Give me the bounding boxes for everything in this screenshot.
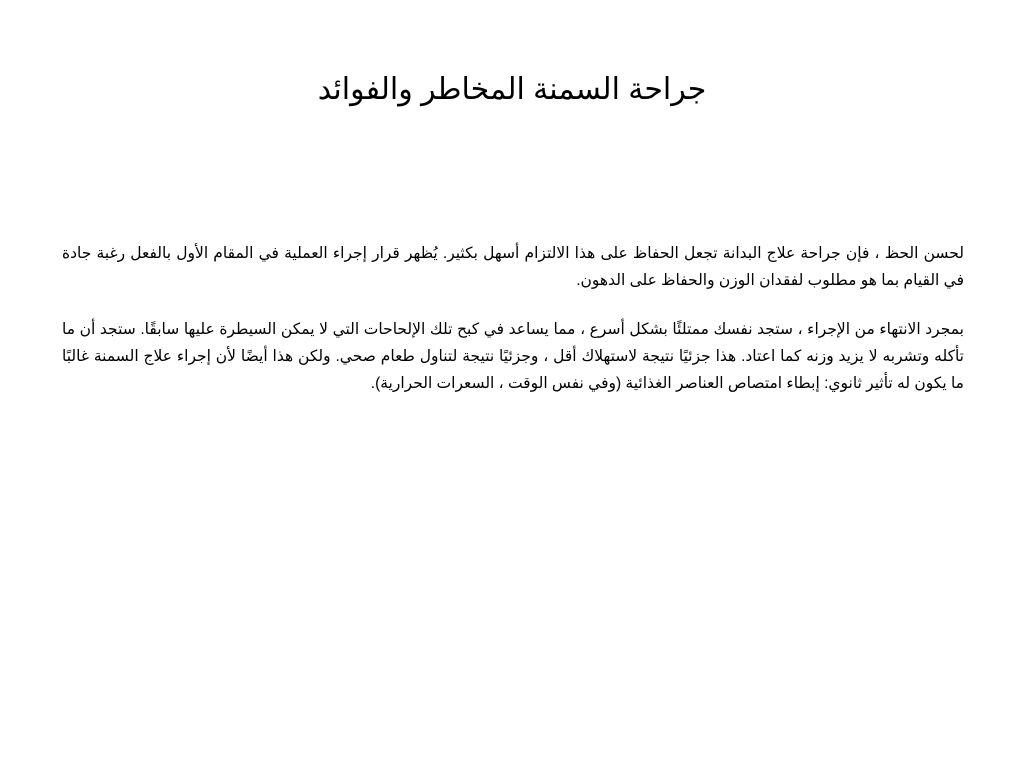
body-paragraph-2: بمجرد الانتهاء من الإجراء ، ستجد نفسك ممتلئًا بشكل أسرع ، مما يساعد في كبح تلك الإلحاحات التي لا يمكن السيطرة عليها سابقًا. ستجد أن ما تأكله وتشربه لا يزيد وزنه كما اعتاد. هذا جزئيًا نتيجة لاستهلاك أقل ، وجزئيًا نتيجة لتناول طعام صحي. ولكن هذا أيضًا لأن إجراء علاج السمنة غالبًا ما يكون له تأثير ثانوي: إبطاء امتصاص العناصر الغذائية (وفي نفس الوقت ، السعرات الحرارية). [62, 321, 964, 392]
slide-body [62, 240, 964, 419]
body-paragraph-1: لحسن الحظ ، فإن جراحة علاج البدانة تجعل الحفاظ على هذا الالتزام أسهل بكثير. يُظهر قرار إجراء العملية في المقام الأول بالفعل رغبة جادة في القيام بما هو مطلوب لفقدان الوزن والحفاظ على الدهون. [62, 245, 964, 289]
slide-title: جراحة السمنة المخاطر والفوائد [317, 73, 707, 106]
